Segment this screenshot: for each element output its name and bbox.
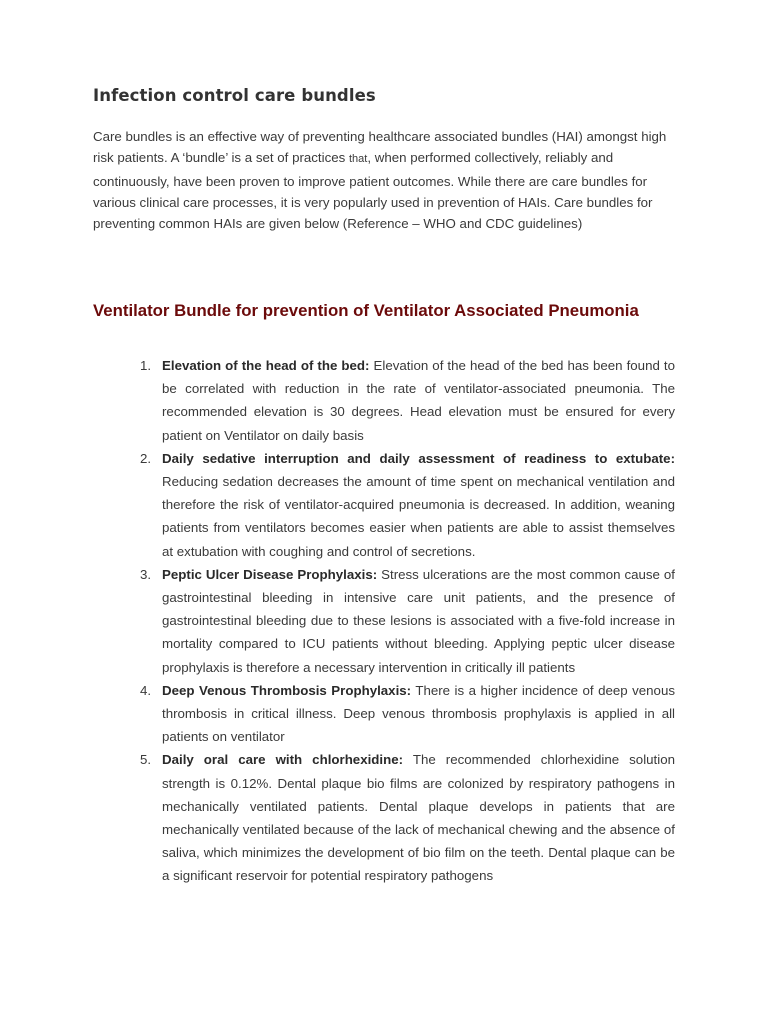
intro-paragraph [93, 126, 683, 234]
item-term: Daily sedative interruption and daily assessment of readiness to extubate: [162, 450, 675, 466]
item-text: Reducing sedation decreases the amount of time spent on mechanical ventilation and therefore the risk of ventilator-acquired pneumonia is decreased. In addition, weaning patients from ventilators becomes easier when patients are able to assist themselves at extubation with coughing and control of secretions. [162, 474, 675, 559]
item-text: The recommended chlorhexidine solution strength is 0.12%. Dental plaque bio films are colonized by respiratory pathogens in mechanically ventilated patients. Dental plaque develops in patients that are mechanically ventilated because of the lack of mechanical chewing and the absence of saliva, which minimizes the development of bio film on the teeth. Dental plaque can be a significant reservoir for potential respiratory pathogens [162, 752, 675, 884]
intro-text-part-2: , when performed collectively, reliably and continuously, have been proven to improve patient outcomes. While there are care bundles for various clinical care processes, it is very popularly used in prevention of HAIs. Care bundles for preventing common HAIs are given below (Reference – WHO and CDC guidelines) [93, 150, 653, 232]
item-term: Daily oral care with chlorhexidine: [162, 752, 404, 768]
item-number: 5. [140, 752, 152, 768]
item-text: Stress ulcerations are the most common cause of gastrointestinal bleeding in intensive care unit patients, and the presence of gastrointestinal bleeding due to these lesions is associated with a five-fold increase in mortality compared to ICU patients without bleeding. Applying peptic ulcer disease prophylaxis is therefore a necessary intervention in critically ill patients [162, 566, 676, 675]
intro-small-word: that [348, 153, 368, 166]
item-number: 3. [140, 566, 152, 582]
item-term: Elevation of the head of the bed: [162, 358, 370, 373]
section-heading: Ventilator Bundle for prevention of Ventilator Associated Pneumonia [93, 301, 639, 320]
bundle-item-sedative-interruption [93, 447, 675, 563]
page-title: Infection control care bundles [93, 86, 376, 105]
bundle-item-head-elevation [93, 354, 675, 447]
item-text: Elevation of the head of the bed has been found to be correlated with reduction in the rate of ventilator-associated pneumonia. The recommended elevation is 30 degrees. Head elevation must be ensured for every patient on Ventilator on daily basis [162, 358, 676, 443]
item-number: 2. [140, 450, 152, 466]
item-term: Peptic Ulcer Disease Prophylaxis: [162, 566, 378, 582]
item-number: 4. [140, 682, 152, 698]
item-text: There is a higher incidence of deep venous thrombosis in critical illness. Deep venous thrombosis prophylaxis is applied in all patients on ventilator [162, 682, 675, 745]
intro-text-part-1: Care bundles is an effective way of preventing healthcare associated bundles (HAI) amongst high risk patients. A ‘bundle’ is a set of practices [93, 129, 667, 166]
item-term: Deep Venous Thrombosis Prophylaxis: [162, 682, 412, 698]
bundle-item-oral-care [93, 748, 675, 887]
bundle-list [93, 354, 675, 888]
bundle-item-peptic-ulcer-prophylaxis [93, 563, 675, 679]
bundle-item-dvt-prophylaxis [93, 679, 675, 749]
item-number: 1. [140, 358, 152, 373]
